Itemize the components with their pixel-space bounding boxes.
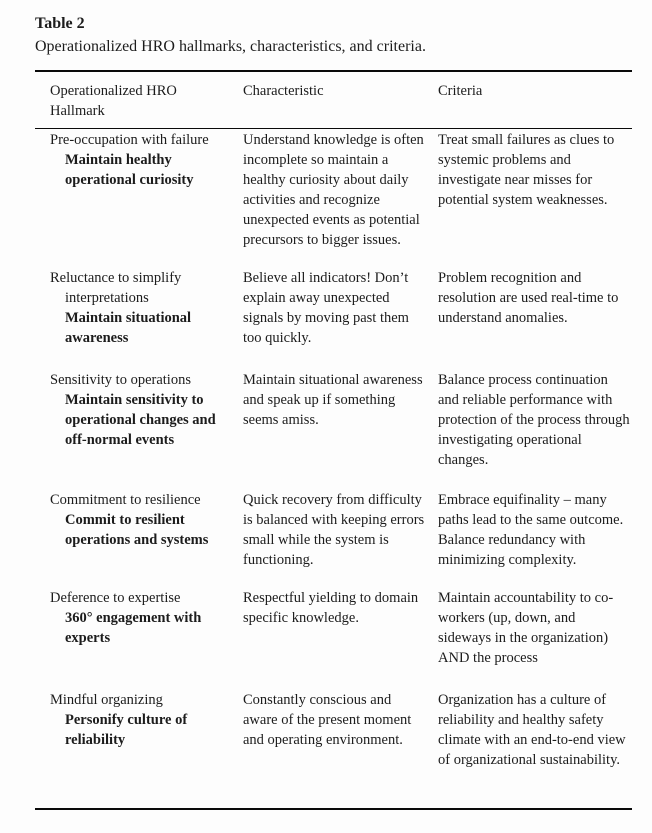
criteria-cell: Balance process continuation and reliable performance with protection of the process through investigating operational changes.	[438, 371, 630, 468]
hallmark-operationalized: Maintain sensitivity to operational changes and off-normal events	[65, 391, 216, 448]
characteristic-cell: Believe all indicators! Don’t explain away unexpected signals by moving past them too quickly.	[243, 269, 409, 346]
criteria-cell: Treat small failures as clues to systemic problems and investigate near misses for potential system weaknesses.	[438, 132, 615, 208]
hallmark-name: Pre-occupation with failure	[50, 132, 209, 148]
hallmark-name: Mindful organizing	[50, 691, 163, 708]
hallmark-cell	[35, 489, 243, 587]
characteristic-cell: Quick recovery from difficulty is balanced with keeping errors small while the system is functioning.	[243, 491, 425, 568]
characteristic-cell: Understand knowledge is often incomplete so maintain a healthy curiosity about daily activities and recognize unexpected events as potential precursors to bigger issues.	[243, 132, 424, 248]
table-caption: Operationalized HRO hallmarks, characteristics, and criteria.	[35, 38, 426, 55]
hallmark-cell	[35, 689, 243, 809]
column-header-criteria: Criteria	[438, 71, 632, 129]
criteria-cell: Organization has a culture of reliability and healthy safety climate with an end-to-end view of organizational sustainability.	[438, 691, 626, 768]
hallmark-cell	[35, 587, 243, 689]
hallmark-name: Deference to expertise	[50, 589, 181, 606]
hallmark-cell	[35, 129, 243, 267]
hallmark-cell	[35, 267, 243, 369]
characteristic-cell: Constantly conscious and aware of the present moment and operating environment.	[243, 691, 412, 748]
table-row	[35, 587, 632, 689]
hro-table	[35, 70, 632, 810]
characteristic-cell: Maintain situational awareness and speak up if something seems amiss.	[243, 371, 423, 428]
table-header	[35, 71, 632, 129]
hallmark-operationalized: Maintain situational awareness	[65, 309, 192, 346]
criteria-cell: Maintain accountability to co-workers (up, down, and sideways in the organization) AND the process	[438, 589, 614, 666]
criteria-cell: Problem recognition and resolution are used real-time to understand anomalies.	[438, 269, 619, 326]
table-body	[35, 129, 632, 809]
table-row	[35, 129, 632, 267]
column-header-hallmark: Operationalized HRO Hallmark	[35, 71, 243, 129]
characteristic-cell: Respectful yielding to domain specific knowledge.	[243, 589, 419, 626]
table-row	[35, 267, 632, 369]
hallmark-operationalized: Personify culture of reliability	[65, 711, 188, 748]
hallmark-name: Sensitivity to operations	[50, 371, 191, 388]
criteria-cell: Embrace equifinality – many paths lead to the same outcome. Balance redundancy with minimizing complexity.	[438, 491, 624, 568]
table-row	[35, 689, 632, 809]
column-header-characteristic: Characteristic	[243, 71, 438, 129]
hallmark-name: Commitment to resilience	[50, 491, 201, 508]
table-row	[35, 489, 632, 587]
table-label: Table 2	[35, 15, 85, 32]
hallmark-cell	[35, 369, 243, 489]
hallmark-name: Reluctance to simplify interpretations	[50, 269, 182, 306]
hallmark-operationalized: Commit to resilient operations and systems	[65, 511, 209, 548]
table-row	[35, 369, 632, 489]
hallmark-operationalized: 360° engagement with experts	[65, 609, 202, 646]
hallmark-operationalized: Maintain healthy operational curiosity	[65, 152, 194, 188]
header-row	[35, 71, 632, 129]
